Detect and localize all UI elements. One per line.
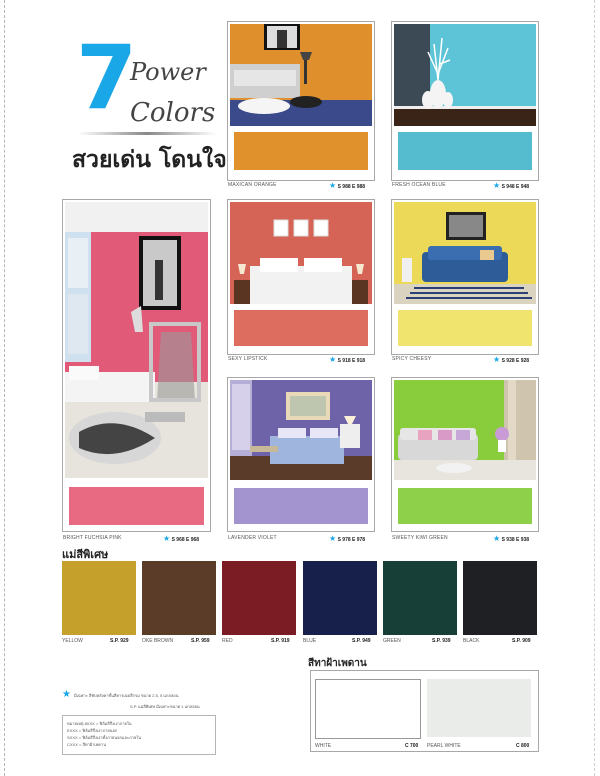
special-swatch-green: [383, 561, 457, 635]
special-name: GREEN: [383, 638, 401, 644]
color-card-maxican-orange: [227, 21, 375, 181]
color-name: SWEETY KIWI GREEN: [392, 535, 448, 541]
legend-line: SXXX = ฟิล์มสีกึ่งเงาทั้งภายนอกและภายใน: [67, 735, 141, 740]
title-power: Power: [130, 58, 206, 86]
star-icon: ★: [62, 689, 71, 700]
left-border: [4, 0, 6, 776]
color-card-bright-fuchsia-pink: [62, 199, 211, 532]
color-name: MAXICAN ORANGE: [228, 182, 277, 188]
room-photo: [394, 202, 536, 304]
color-card-spicy-cheesy: [391, 199, 539, 355]
room-photo: [230, 202, 372, 304]
color-card-sexy-lipstick: [227, 199, 375, 355]
title-divider: [78, 132, 216, 135]
color-swatch: [69, 487, 204, 525]
legend-line: หมายเหตุ 8XXX = ฟิล์มสีกึ่งเงาภายใน: [67, 721, 132, 726]
special-swatch-oke-brown: [142, 561, 216, 635]
room-photo: [394, 380, 536, 480]
ceiling-code: C 700: [405, 743, 419, 749]
special-swatch-black: [463, 561, 537, 635]
special-swatch-yellow: [62, 561, 136, 635]
color-name: LAVENDER VIOLET: [228, 535, 277, 541]
color-code: ★ S 988 E 988: [329, 181, 366, 190]
star-icon: ★: [329, 534, 337, 543]
color-code: ★ S 918 E 918: [329, 355, 366, 364]
color-card-lavender-violet: [227, 377, 375, 532]
thai-tagline: สวยเด่น โดนใจ: [72, 147, 227, 173]
color-code: ★ S 928 E 928: [493, 355, 530, 364]
ceiling-colors-box: [310, 670, 539, 752]
special-name: OKE BROWN: [142, 638, 174, 644]
color-code: ★ S 968 E 968: [163, 534, 200, 543]
color-code: ★ S 948 E 948: [493, 181, 530, 190]
special-colors-title: แม่สีพิเศษ: [62, 548, 109, 561]
color-name: FRESH OCEAN BLUE: [392, 182, 446, 188]
star-icon: ★: [329, 355, 337, 364]
color-name: BRIGHT FUCHSIA PINK: [63, 535, 122, 541]
ceiling-swatch-pearl-white: [427, 679, 531, 737]
color-swatch: [398, 488, 532, 524]
color-swatch: [234, 132, 368, 170]
ceiling-swatch-white: [315, 679, 421, 739]
special-code: S.P. 939: [432, 638, 451, 644]
special-code: S.P. 949: [352, 638, 371, 644]
legend-line: CXXX = สีทาฝ้าเพดาน: [67, 742, 106, 747]
star-icon: ★: [493, 181, 501, 190]
room-photo: [65, 202, 208, 478]
special-swatch-red: [222, 561, 296, 635]
special-name: BLACK: [463, 638, 480, 644]
room-photo: [394, 24, 536, 126]
special-swatch-blue: [303, 561, 377, 635]
legend-box: [62, 715, 216, 755]
color-card-fresh-ocean-blue: [391, 21, 539, 181]
special-name: RED: [222, 638, 233, 644]
legend-line: EXXX = ฟิล์มสีกึ่งเงาภายนอก: [67, 728, 118, 733]
color-code: ★ S 978 E 978: [329, 534, 366, 543]
right-border: [594, 0, 596, 776]
star-note: มีเฉพาะ สีทับหลังคาชั้นสีคารเฉดสีกรม ขนาด 2.5, 5 แกลลอน: [74, 693, 179, 698]
special-code: S.P. 929: [110, 638, 129, 644]
color-swatch: [234, 310, 368, 346]
star-icon: ★: [329, 181, 337, 190]
color-name: SEXY LIPSTICK: [228, 356, 268, 362]
color-swatch: [398, 310, 532, 346]
title-colors: Colors: [130, 98, 216, 128]
color-swatch: [234, 488, 368, 524]
color-card-sweety-kiwi-green: [391, 377, 539, 532]
color-code: ★ S 938 E 938: [493, 534, 530, 543]
star-icon: ★: [493, 534, 501, 543]
special-name: YELLOW: [62, 638, 83, 644]
star-icon: ★: [493, 355, 501, 364]
ceiling-colors-title: สีทาฝ้าเพดาน: [308, 658, 367, 669]
title-number: 7: [76, 26, 138, 129]
ceiling-name: WHITE: [315, 743, 332, 749]
sp-note: S.P. แม่สีพิเศษ มีเฉพาะขนาด 1 แกลลอน: [130, 704, 200, 709]
room-photo: [230, 24, 372, 126]
special-code: S.P. 959: [191, 638, 210, 644]
star-icon: ★: [163, 534, 171, 543]
special-code: S.P. 919: [271, 638, 290, 644]
color-swatch: [398, 132, 532, 170]
color-name: SPICY CHEESY: [392, 356, 432, 362]
ceiling-code: C 800: [516, 743, 530, 749]
special-code: S.P. 909: [512, 638, 531, 644]
special-name: BLUE: [303, 638, 317, 644]
room-photo: [230, 380, 372, 480]
ceiling-name: PEARL WHITE: [427, 743, 461, 749]
